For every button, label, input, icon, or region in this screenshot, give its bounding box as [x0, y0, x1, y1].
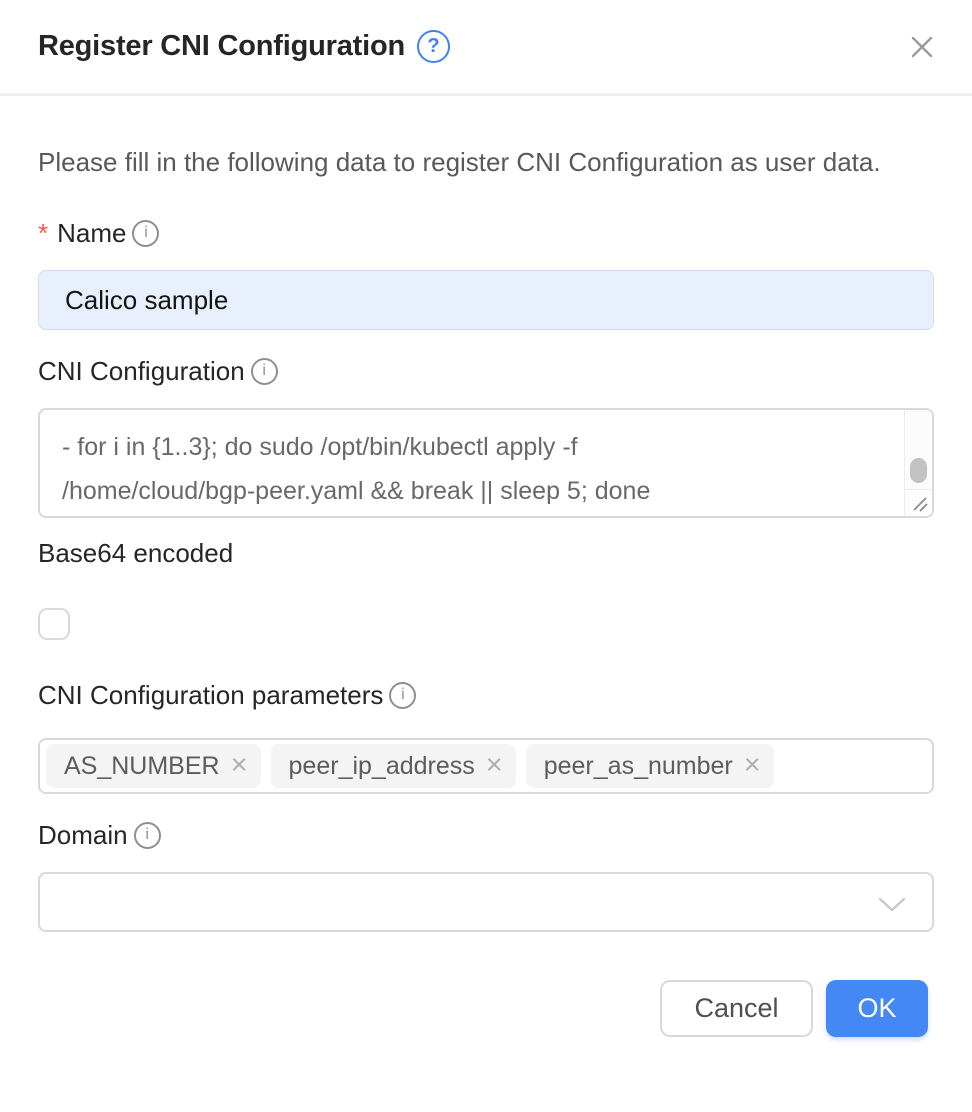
parameter-tag-label: peer_ip_address — [288, 751, 475, 780]
cni-configuration-field-label — [38, 354, 934, 388]
remove-tag-icon[interactable]: × — [743, 748, 761, 781]
cancel-button[interactable]: Cancel — [660, 980, 813, 1037]
close-icon[interactable] — [906, 31, 938, 63]
dialog-title: Register CNI Configuration — [38, 30, 405, 62]
domain-info-icon[interactable]: i — [134, 822, 161, 849]
cni-configuration-textarea[interactable] — [38, 408, 934, 518]
base64-encoded-label — [38, 536, 934, 570]
dialog-description: Please fill in the following data to register CNI Configuration as user data. — [38, 147, 881, 177]
resize-grip-icon — [910, 494, 928, 512]
base64-encoded-checkbox[interactable] — [38, 608, 70, 640]
ok-button[interactable]: OK — [826, 980, 928, 1037]
textarea-scrollbar-thumb[interactable] — [910, 458, 927, 483]
remove-tag-icon[interactable]: × — [230, 748, 248, 781]
dialog-footer — [0, 980, 972, 1037]
cni-configuration-label-text: CNI Configuration — [38, 355, 245, 386]
parameter-tag-label: peer_as_number — [543, 751, 733, 780]
parameter-tag — [271, 744, 516, 788]
name-info-icon[interactable]: i — [132, 220, 159, 247]
parameter-tag-label: AS_NUMBER — [64, 751, 220, 780]
base64-encoded-label-text: Base64 encoded — [38, 537, 234, 568]
parameters-info-icon[interactable]: i — [389, 682, 416, 709]
domain-select[interactable] — [38, 872, 934, 932]
cni-configuration-info-icon[interactable]: i — [251, 358, 278, 385]
domain-label-text: Domain — [38, 819, 128, 850]
chevron-down-icon — [878, 897, 906, 918]
cni-configuration-text-line1: - for i in {1..3}; do sudo /opt/bin/kubectl apply -f — [62, 433, 578, 461]
textarea-resize-handle[interactable] — [904, 489, 932, 516]
textarea-scrollbar-track[interactable] — [904, 410, 932, 489]
dialog-body — [0, 138, 972, 932]
required-marker: * — [38, 217, 49, 248]
name-field-label — [38, 216, 934, 250]
parameters-label-text: CNI Configuration parameters — [38, 679, 384, 710]
remove-tag-icon[interactable]: × — [485, 748, 503, 781]
parameter-tag — [526, 744, 774, 788]
domain-field-label — [38, 818, 934, 852]
help-icon[interactable]: ? — [417, 30, 450, 63]
dialog-header — [0, 0, 972, 96]
parameters-tags-input[interactable] — [38, 738, 934, 794]
cni-configuration-text-line2: /home/cloud/bgp-peer.yaml && break || sleep 5; done — [62, 477, 651, 505]
parameters-field-label — [38, 678, 934, 712]
cni-configuration-text — [40, 410, 932, 513]
name-label-text: Name — [57, 217, 127, 248]
parameter-tag — [46, 744, 261, 788]
name-input[interactable] — [38, 270, 934, 330]
